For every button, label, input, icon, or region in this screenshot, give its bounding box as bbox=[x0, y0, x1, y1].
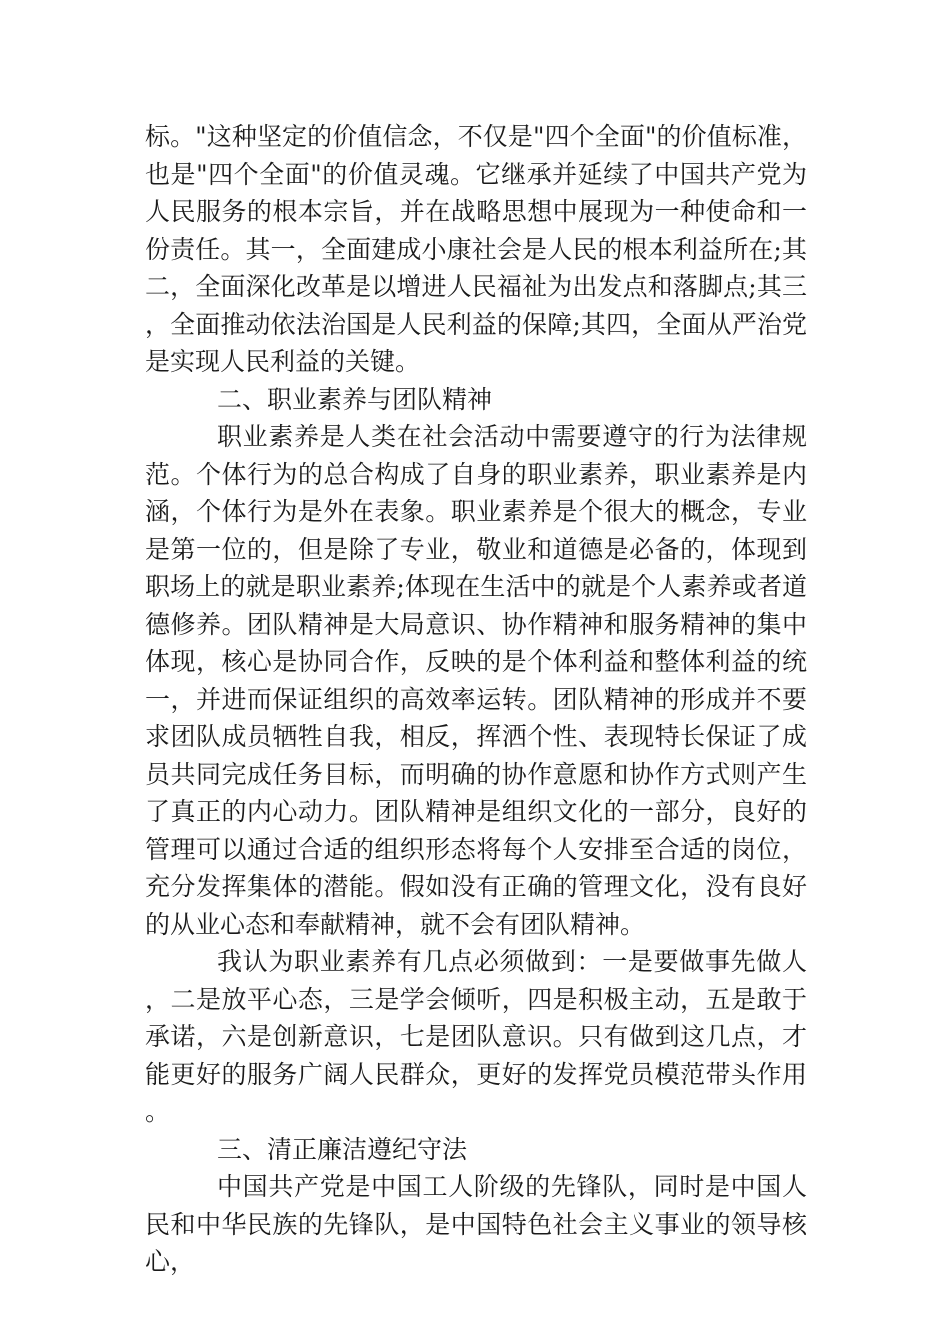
section-heading-professionalism: 二、职业素养与团队精神 bbox=[217, 384, 493, 414]
section-heading-integrity: 三、清正廉洁遵纪守法 bbox=[217, 1134, 468, 1164]
paragraph-value-statement: 标。"这种坚定的价值信念，不仅是"四个全面"的价值标准，也是"四个全面"的价值灵魂。它继承并延续了中国共产党为人民服务的根本宗旨，并在战略思想中展现为一种使命和一份责任。其一，全面建成小康社会是人民的根本利益所在;其二，全面深化改革是以增进人民福祉为出发点和落脚点;其三，全面推动依法治国是人民利益的保障;其四，全面从严治党是实现人民利益的关键。 bbox=[145, 122, 807, 376]
paragraph-seven-points: 我认为职业素养有几点必须做到：一是要做事先做人，二是放平心态，三是学会倾听，四是积极主动，五是敢于承诺，六是创新意识，七是团队意识。只有做到这几点，才能更好的服务广阔人民群众，更好的发挥党员模范带头作用。 bbox=[145, 947, 807, 1126]
paragraph-party-vanguard: 中国共产党是中国工人阶级的先锋队，同时是中国人民和中华民族的先锋队，是中国特色社会主义事业的领导核心， bbox=[145, 1172, 807, 1276]
document-body bbox=[145, 118, 807, 1281]
paragraph-professionalism: 职业素养是人类在社会活动中需要遵守的行为法律规范。个体行为的总合构成了自身的职业素养，职业素养是内涵，个体行为是外在表象。职业素养是个很大的概念，专业是第一位的，但是除了专业，敬业和道德是必备的，体现到职场上的就是职业素养;体现在生活中的就是个人素养或者道德修养。团队精神是大局意识、协作精神和服务精神的集中体现，核心是协同合作，反映的是个体利益和整体利益的统一，并进而保证组织的高效率运转。团队精神的形成并不要求团队成员牺牲自我，相反，挥洒个性、表现特长保证了成员共同完成任务目标，而明确的协作意愿和协作方式则产生了真正的内心动力。团队精神是组织文化的一部分，良好的管理可以通过合适的组织形态将每个人安排至合适的岗位，充分发挥集体的潜能。假如没有正确的管理文化，没有良好的从业心态和奉献精神，就不会有团队精神。 bbox=[145, 422, 807, 939]
